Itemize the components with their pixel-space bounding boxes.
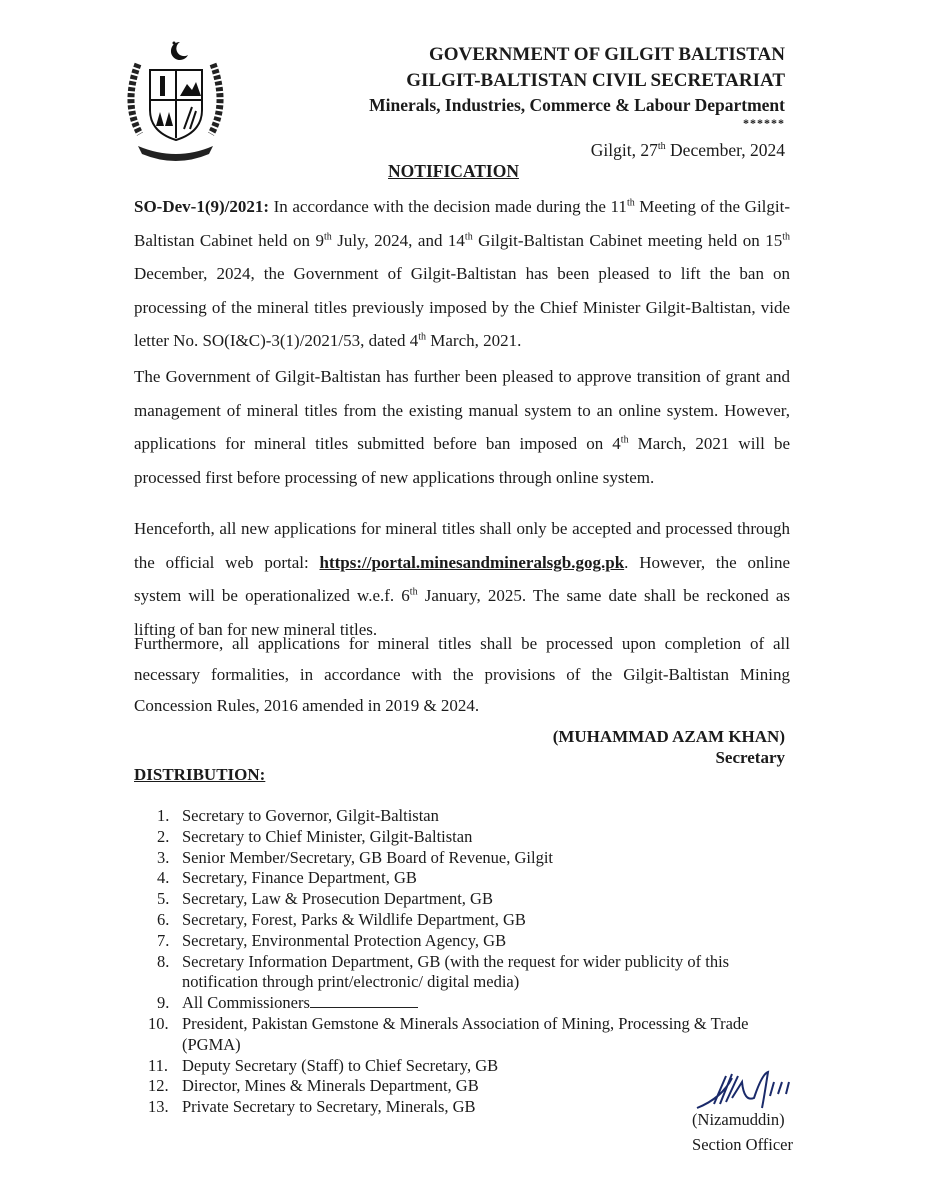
- section-officer-designation: Section Officer: [692, 1135, 793, 1154]
- paragraph-text: SO-Dev-1(9)/2021:: [134, 197, 270, 216]
- item-text: Secretary, Law & Prosecution Department, GB: [182, 889, 493, 909]
- item-number: 3.: [157, 847, 170, 867]
- item-number: 8.: [157, 951, 170, 971]
- date-place: Gilgit, 27: [590, 140, 658, 160]
- item-text: Director, Mines & Minerals Department, GB: [182, 1076, 479, 1096]
- item-number: 9.: [157, 993, 170, 1013]
- ordinal-suffix: th: [620, 434, 629, 446]
- paragraph-lift-ban: [134, 190, 790, 358]
- header-stars: ******: [743, 116, 785, 130]
- secretariat-heading: GILGIT-BALTISTAN CIVIL SECRETARIAT: [406, 70, 785, 91]
- section-officer-name: (Nizamuddin): [692, 1110, 785, 1129]
- notification-date: [591, 140, 785, 161]
- paragraph-web-portal: [134, 512, 790, 646]
- item-text: Secretary Information Department, GB (with the request for wider publicity of this notification through print/electronic/ digital media): [182, 951, 730, 992]
- blank-line: [310, 995, 418, 1008]
- item-number: 11.: [148, 1055, 169, 1075]
- item-number: 2.: [157, 826, 170, 846]
- item-text: Secretary, Environmental Protection Agency, GB: [182, 930, 507, 950]
- distribution-item: [158, 889, 798, 910]
- signatory-block: [553, 726, 785, 768]
- item-number: 10.: [148, 1013, 169, 1033]
- distribution-item: [158, 827, 798, 848]
- ordinal-suffix: th: [626, 197, 635, 209]
- paragraph-text: March, 2021.: [426, 331, 522, 350]
- item-number: 6.: [157, 909, 170, 929]
- item-number: 5.: [157, 889, 170, 909]
- paragraph-text: Henceforth, all new applications for mineral titles shall only be accepted and processed through the official web portal:: [134, 519, 790, 572]
- ordinal-suffix: th: [409, 586, 418, 598]
- portal-link[interactable]: https://portal.minesandmineralsgb.gog.pk: [319, 552, 625, 572]
- item-text: Senior Member/Secretary, GB Board of Revenue, Gilgit: [182, 847, 554, 867]
- signatory-name: (MUHAMMAD AZAM KHAN): [552, 727, 785, 746]
- item-text: Secretary, Forest, Parks & Wildlife Department, GB: [182, 909, 526, 929]
- title-text: NOTIFICATION: [388, 161, 519, 181]
- emblem-icon: [118, 34, 233, 164]
- paragraph-formalities: [134, 628, 790, 721]
- item-text: Secretary to Governor, Gilgit-Baltistan: [182, 806, 439, 825]
- distribution-item: [158, 931, 798, 952]
- item-number: 7.: [157, 930, 170, 950]
- department-heading: Minerals, Industries, Commerce & Labour Department: [369, 95, 785, 115]
- paragraph-text: The Government of Gilgit-Baltistan has further been pleased to approve transition of grant and management of mineral titles from the existing manual system to an online system. However, applications for mineral titles submitted before ban imposed on 4: [134, 367, 790, 453]
- item-text: Deputy Secretary (Staff) to Chief Secretary, GB: [182, 1055, 499, 1075]
- paragraph-text: Gilgit-Baltistan Cabinet meeting held on 15: [472, 230, 783, 250]
- government-heading: GOVERNMENT OF GILGIT BALTISTAN: [429, 44, 785, 65]
- date-rest: December, 2024: [665, 140, 785, 160]
- distribution-item: [158, 993, 798, 1014]
- notification-title: [0, 161, 927, 182]
- item-text: All Commissioners: [182, 993, 310, 1013]
- ordinal-suffix: th: [418, 331, 426, 343]
- paragraph-text: January, 2025. The same date shall be reckoned as lifting of ban for new mineral titles.: [134, 586, 791, 639]
- item-number: 1.: [157, 806, 170, 825]
- distribution-item: [158, 910, 798, 931]
- item-text: Secretary, Finance Department, GB: [182, 868, 417, 888]
- paragraph-text: July, 2024, and 14: [331, 230, 465, 250]
- paragraph-text: December, 2024, the Government of Gilgit-Baltistan has been pleased to lift the ban on processing of the mineral titles previously imposed by the Chief Minister Gilgit-Baltistan, vide letter No. SO(I&C)-3(1)/2021/53, dated 4: [134, 264, 790, 350]
- distribution-heading: DISTRIBUTION:: [134, 765, 266, 784]
- distribution-item: [158, 868, 798, 889]
- paragraph-text: . However, the online system will be operationalized w.e.f. 6: [134, 552, 790, 605]
- paragraph-text: Meeting of the Gilgit-Baltistan Cabinet held on 9: [134, 197, 790, 250]
- date-sup: th: [657, 141, 666, 153]
- item-number: 13.: [148, 1097, 169, 1117]
- item-text: Secretary to Chief Minister, Gilgit-Baltistan: [182, 826, 473, 846]
- item-number: 12.: [148, 1076, 169, 1096]
- paragraph-text: March, 2021 will be processed first before processing of new applications through online system.: [134, 434, 791, 487]
- paragraph-online-transition: [134, 360, 790, 494]
- ordinal-suffix: th: [782, 230, 790, 242]
- distribution-item: [148, 1013, 798, 1056]
- ordinal-suffix: th: [464, 230, 473, 242]
- item-number: 4.: [157, 868, 170, 888]
- section-officer-block: [692, 1107, 793, 1157]
- distribution-item: [158, 952, 798, 994]
- item-text: President, Pakistan Gemstone & Minerals Association of Mining, Processing & Trade (PGMA): [182, 1013, 749, 1054]
- paragraph-text: Furthermore, all applications for mineral titles shall be processed upon completion of all necessary formalities, in accordance with the provisions of the Gilgit-Baltistan Mining Concession Rules, 2016 amended in 2019 & 2024.: [134, 634, 790, 715]
- ordinal-suffix: th: [323, 230, 332, 242]
- item-text: Private Secretary to Secretary, Minerals, GB: [182, 1097, 476, 1117]
- paragraph-text: In accordance with the decision made during the 11: [269, 197, 627, 216]
- distribution-item: [158, 806, 798, 827]
- distribution-item: [158, 848, 798, 869]
- signatory-designation: Secretary: [715, 748, 785, 767]
